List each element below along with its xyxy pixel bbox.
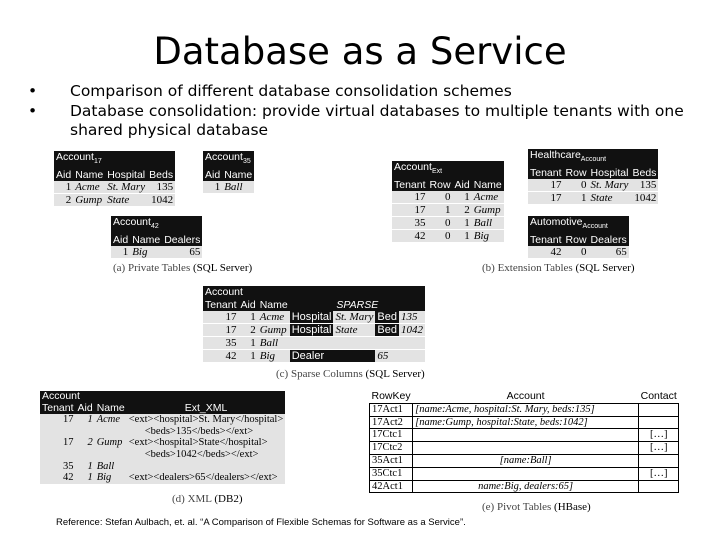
column-header: Name	[96, 401, 125, 414]
column-header: Beds	[149, 169, 174, 182]
column-header: RowKey	[371, 390, 411, 402]
pivot-table	[369, 391, 679, 493]
table-row: 1 Ball	[203, 181, 254, 194]
table-row: 1 Acme St. Mary 135	[54, 181, 175, 194]
table-row: 17 1 State 1042	[528, 192, 658, 205]
column-header: Row	[429, 179, 451, 192]
table-row: 17 1 Acme Hospital St. Mary Bed 135	[203, 311, 425, 324]
table-name: Account$_{Ext}$	[392, 161, 504, 179]
column-header: Name	[473, 179, 502, 192]
table-row: 17Ctc1 […]	[370, 429, 679, 442]
column-header: Account	[413, 391, 639, 403]
reference-citation: Reference: Stefan Aulbach, et. al. “A Comparison of Flexible Schemas for Software as a Service”.	[56, 517, 466, 528]
column-header: Dealers	[590, 234, 627, 247]
table-name: Account$_{17}$	[54, 151, 175, 169]
table-row: 17Act2 [name:Gump, hospital:State, beds:1042]	[370, 416, 679, 429]
table-name: Healthcare$_{Account}$	[528, 149, 658, 167]
column-header: Row	[565, 234, 587, 247]
column-header: Hospital	[107, 169, 146, 182]
table-name: Account	[40, 391, 285, 403]
table-row: 35 1 Ball	[203, 337, 425, 350]
table-name: Account	[203, 286, 290, 299]
xml-table	[40, 391, 285, 484]
sparse-header: SPARSE	[290, 299, 425, 312]
table-name: Account$_{35}$	[203, 151, 254, 169]
column-header: Tenant	[530, 167, 562, 180]
bullet-item: • Database consolidation: provide virtual databases to multiple tenants with one shared physical database	[28, 102, 684, 139]
table-row: 17 2 Gump Hospital State Bed 1042	[203, 324, 425, 337]
column-header: Contact	[640, 390, 677, 402]
table-row: 35Ctc1 […]	[370, 467, 679, 480]
table-row: 2 Gump State 1042	[54, 194, 175, 207]
table-row: 35Act1 [name:Ball]	[370, 454, 679, 467]
bullet-item: • Comparison of different database consolidation schemes	[28, 82, 512, 100]
caption-extension-tables: (b) Extension Tables (SQL Server)	[482, 262, 635, 274]
automotive-account-table	[528, 216, 629, 259]
bullet-marker: •	[28, 102, 38, 120]
column-header: Aid	[77, 401, 93, 414]
table-row: 1 Big 65	[111, 246, 202, 259]
slide-title: Database as a Service	[153, 30, 567, 73]
column-header: Row	[565, 167, 587, 180]
column-header: Hospital	[590, 167, 629, 180]
table-row: 17 0 St. Mary 135	[528, 179, 658, 192]
healthcare-account-table	[528, 149, 658, 205]
bullet-marker: •	[28, 82, 38, 100]
table-row: 42 0 65	[528, 246, 629, 259]
table-name: Automotive$_{Account}$	[528, 216, 629, 234]
table-row: 42 0 1 Big	[392, 230, 504, 243]
account-ext-table	[392, 161, 504, 243]
account42-table	[111, 216, 202, 259]
column-header: Tenant	[394, 179, 426, 192]
column-header: Beds	[632, 167, 657, 180]
table-row: 42 1 Big <ext><dealers>65</dealers></ext>	[40, 472, 285, 484]
account35-table	[203, 151, 254, 194]
column-header: Aid	[454, 179, 470, 192]
caption-private-tables: (a) Private Tables (SQL Server)	[113, 262, 253, 274]
column-header: Tenant	[530, 234, 562, 247]
table-row: 17Act1 [name:Acme, hospital:St. Mary, beds:135]	[370, 403, 679, 416]
caption-xml: (d) XML (DB2)	[172, 493, 243, 505]
table-row: 42 1 Big Dealer 65	[203, 350, 425, 363]
table-row: 17 1 2 Gump	[392, 204, 504, 217]
table-row: 42Act1 name:Big, dealers:65]	[370, 480, 679, 493]
table-row: 17 0 1 Acme	[392, 191, 504, 204]
sparse-columns-table	[203, 286, 425, 363]
table-row: 35 1 Ball	[40, 461, 285, 473]
caption-pivot-tables: (e) Pivot Tables (HBase)	[482, 501, 591, 513]
column-header: Aid	[56, 169, 72, 182]
column-header: Aid	[205, 169, 221, 182]
column-header: Name	[259, 299, 288, 311]
column-header: Aid	[240, 299, 256, 311]
bullet-list	[28, 82, 698, 141]
column-header: Ext_XML	[127, 403, 286, 415]
column-header: Name	[75, 169, 104, 182]
table-row: 17 2 Gump <ext><hospital>State</hospital> <beds>1042</beds></ext>	[40, 437, 285, 460]
column-header: Name	[132, 234, 161, 247]
table-name: Account$_{42}$	[111, 216, 202, 234]
column-header: Name	[224, 169, 253, 182]
column-header: Aid	[113, 234, 129, 247]
table-row: 17Ctc2 […]	[370, 442, 679, 455]
account17-table	[54, 151, 175, 207]
table-row: 17 1 Acme <ext><hospital>St. Mary</hospital> <beds>135</beds></ext>	[40, 414, 285, 437]
table-row: 35 0 1 Ball	[392, 217, 504, 230]
column-header: Tenant	[205, 299, 237, 311]
column-header: Tenant	[42, 401, 74, 414]
caption-sparse-columns: (c) Sparse Columns (SQL Server)	[276, 368, 425, 380]
column-header: Dealers	[164, 234, 201, 247]
